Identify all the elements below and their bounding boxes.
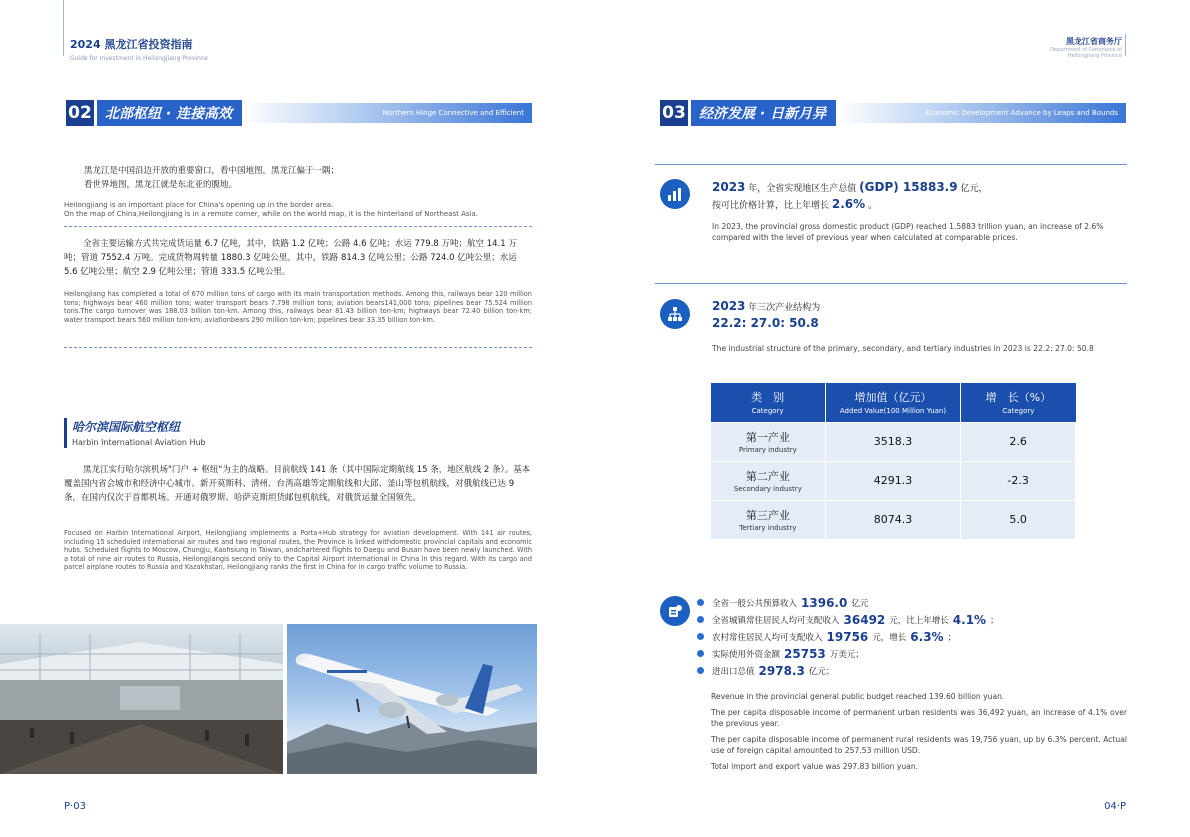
bullet-growth: 6.3% [910,629,944,644]
stats-en-line: Total import and export value was 297.83 billion yuan. [711,762,919,771]
bullet-text: 实际使用外资金额 [712,649,781,660]
section-title-cn: 北部枢纽 · 连接高效 [97,100,242,126]
bullet-dot [697,667,704,674]
hub-paragraph-en: Focused on Harbin International Airport, Heilongjiang implements a Porta+Hub strategy for aviation development. With 141 air routes, including 15 scheduled international air routes and two regional routes, the Province is linked withdomestic provincial capitals and economic hubs. Scheduled flights to Moscow, Chungju, Kaohsiung in Taiwan, andchartered flights to Daegu and Busan have been newly launched. With a total of nine air routes to Russia, Heilongjiangis second only to the Capital Airport International in China in this regard. With its cargo and parcel airplane routes to Russia and Kazakhstan, Heilongjiang ranks the first in China for in cargo traffic volume to Russia. [64,529,532,572]
intro-en [64,201,532,219]
hub-subtitle: Harbin International Aviation Hub [72,438,206,447]
gdp-line-1 [712,180,987,194]
industry-table [710,383,1076,540]
table-cell-category [711,422,826,461]
bullet-number: 19756 [826,629,869,644]
hub-paragraph-cn: 黑龙江实行哈尔滨机场"门户 + 枢纽"为主的战略。目前航线 141 条（其中国际定期航线 15 条，地区航线 2 条）。基本覆盖国内省会城市和经济中心城市。新开莫斯科、清州、台湾高雄等定期航线和大邱、釜山等包机航线，对俄航线已达 9 条，在国内仅次于首都机场。开通对俄罗斯、哈萨克斯坦货邮包机航线，对俄货运量全国领先。 [64,465,531,503]
hub-title: 哈尔滨国际航空枢纽 [72,420,181,434]
gdp-en: In 2023, the provincial gross domestic product (GDP) reached 1.5883 trillion yuan, an increase of 2.6% compared with the level of previous year when calculated at comparable prices. [712,222,1104,242]
hub-accent-bar [64,418,67,448]
table-cell-category [711,500,826,539]
guide-title: 2024 黑龙江省投资指南 [70,38,193,51]
guide-subtitle: Guide for Investment in Heilongjiang Province [70,55,208,62]
cargo-paragraph-cn: 全省主要运输方式共完成货运量 6.7 亿吨，其中，铁路 1.2 亿吨；公路 4.6 亿吨；水运 779.8 万吨；航空 14.1 万吨；管道 7552.4 万吨。完成货物周转量 1880.3 亿吨公里。其中，铁路 814.3 亿吨公里；公路 724.0 亿吨公里；水运 5.6 亿吨公里；航空 2.9 亿吨公里；管道 333.5 亿吨公里。 [64,239,517,277]
structure-ratio: 22.2: 27.0: 50.8 [712,316,819,330]
stats-en-line: The per capita disposable income of permanent urban residents was 36,492 yuan, an increase of 4.1% over the previous year. [711,708,1127,728]
header-left [70,36,208,62]
bullet-number: 1396.0 [801,595,848,610]
cargo-paragraph-en: Heilongjiang has completed a total of 670 million tons of cargo with its main transportation methods. Among this, railways bear 120 million tons; highways bear 460 million tons; water transport bears 7.798 million tons; aviation bears141,000 tons; pipelines bear 75.524 million tons.The cargo turnover was 188.03 billion ton-km. Among this, railways bear 81.43 billion ton-km; highways bear 72.40 billion ton-km; water transport bears 560 million ton-km; aviationbears 290 million ton-km; pipelines bear 33.35 billion ton-km. [64,290,532,324]
gdp-text-b: 按可比价格计算，比上年增长 [712,201,830,211]
table-cell-value: 4291.3 [825,461,961,500]
bullet-number: 25753 [784,646,826,661]
stats-en-line: Revenue in the provincial general public budget reached 139.60 billion yuan. [711,692,1005,701]
header-cn: 增加值（亿元） [854,391,932,405]
bullet-unit: 万美元； [829,649,864,660]
bullet-dot [697,650,704,657]
bullet-unit: 亿元； [808,666,835,677]
intro-en-line-2: On the map of China,Heilongjiang is in a remote corner, while on the world map, it is the hinterland of Northeast Asia. [64,210,478,218]
table-row [711,422,1076,461]
table-header-category [711,383,826,422]
gdp-text-a: 年，全省实现地区生产总值 [748,184,857,194]
bullet-text: 全省城镇常住居民人均可支配收入 [712,615,840,626]
right-divider-top [655,164,1127,165]
list-item [697,645,999,662]
category-en: Secondary industry [733,485,802,493]
finance-icon [660,596,690,626]
category-cn: 第一产业 [745,431,790,444]
table-cell-growth: 5.0 [961,500,1076,539]
gdp-unit: 亿元， [960,184,988,194]
airplane-illustration [287,624,537,774]
header-en: Added Value(100 Million Yuan) [839,407,947,416]
hub-heading [72,418,206,447]
section-number: 02 [66,100,94,126]
list-item [697,594,999,611]
category-cn: 第二产业 [745,470,790,483]
section-02-bar [66,100,532,126]
header-right [1050,36,1122,59]
bullet-end: ； [947,632,957,643]
bullet-unit: 亿元 [851,598,869,609]
department-title: 黑龙江省商务厅 [1066,37,1122,46]
intro-en-line-1: Heilongjiang is an important place for China's opening up in the border area. [64,201,334,209]
divider-1 [64,226,532,227]
gdp-value: (GDP) 15883.9 [859,180,958,194]
page-number-right: 04·P [1104,801,1126,812]
structure-line-1 [712,299,820,313]
section-number-right: 03 [660,100,688,126]
category-cn: 第三产业 [745,509,790,522]
divider-2 [64,347,532,348]
airport-terminal-photo [0,624,283,774]
stats-en-line: The per capita disposable income of permanent rural residents was 19,756 yuan, up by 6.3% percent. Actual use of foreign capital amounted to 257.53 million USD. [711,735,1127,755]
table-cell-growth: -2.3 [961,461,1076,500]
bullet-end: ； [990,615,999,626]
section-title-en: Northern Hinge Connective and Efficient [242,103,532,123]
table-cell-value: 3518.3 [825,422,961,461]
intro-cn [84,164,534,192]
gdp-end: 。 [868,201,878,211]
bullet-text: 进出口总值 [712,666,755,677]
structure-year: 2023 [712,299,746,313]
table-cell-growth: 2.6 [961,422,1076,461]
table-header-growth [961,383,1076,422]
gdp-growth: 2.6% [831,197,866,211]
header-en: Category [751,407,784,416]
terminal-illustration [0,624,283,774]
list-item [697,662,999,679]
section-03-bar [660,100,1126,126]
table-row [711,500,1076,539]
header-cn: 类 别 [751,391,785,405]
category-en: Primary industry [738,446,797,454]
section-title-en-right: Economic Development Advance by Leaps and Bounds [836,103,1126,123]
list-item [697,628,999,645]
department-sub-2: Heilongjiang Province [1067,53,1122,59]
bullet-number: 2978.3 [758,663,805,678]
structure-text: 年三次产业结构为 [748,303,821,313]
stats-bullet-list [697,594,999,679]
bullet-dot [697,599,704,606]
org-structure-icon [660,299,690,329]
intro-cn-line-2: 看世界地图，黑龙江就是东北亚的腹地。 [84,180,238,190]
bullet-growth: 4.1% [952,612,987,627]
industry-table-wrap [710,383,1076,540]
table-cell-category [711,461,826,500]
gdp-line-2 [712,197,877,211]
department-sub-1: Department of Commerce of [1050,47,1122,53]
list-item [697,611,999,628]
right-divider-mid [655,283,1127,284]
header-cn: 增 长（%） [985,391,1052,405]
header-divider-line [63,0,64,56]
stats-en-block [711,691,1127,772]
intro-cn-line-1: 黑龙江是中国沿边开放的重要窗口，看中国地图，黑龙江偏于一隅； [84,166,340,176]
header-en: Category [1002,407,1035,416]
table-header-row [711,383,1076,422]
bullet-unit: 元，比上年增长 [889,615,949,626]
table-cell-value: 8074.3 [825,500,961,539]
header-right-line [1125,34,1126,56]
bullet-text: 农村常住居民人均可支配收入 [712,632,823,643]
bullet-unit: 元，增长 [872,632,907,643]
table-row [711,461,1076,500]
bullet-dot [697,616,704,623]
structure-en: The industrial structure of the primary, secondary, and tertiary industries in 2023 is 22.2: 27.0: 50.8 [712,344,1094,353]
bullet-text: 全省一般公共预算收入 [712,598,798,609]
bar-chart-icon [660,179,690,209]
table-header-value [825,383,961,422]
airplane-photo [287,624,537,774]
bullet-dot [697,633,704,640]
gdp-year: 2023 [712,180,746,194]
bullet-number: 36492 [843,612,886,627]
category-en: Tertiary industry [739,524,797,532]
section-title-cn-right: 经济发展 · 日新月异 [691,100,836,126]
page-number-left: P·03 [64,801,86,812]
